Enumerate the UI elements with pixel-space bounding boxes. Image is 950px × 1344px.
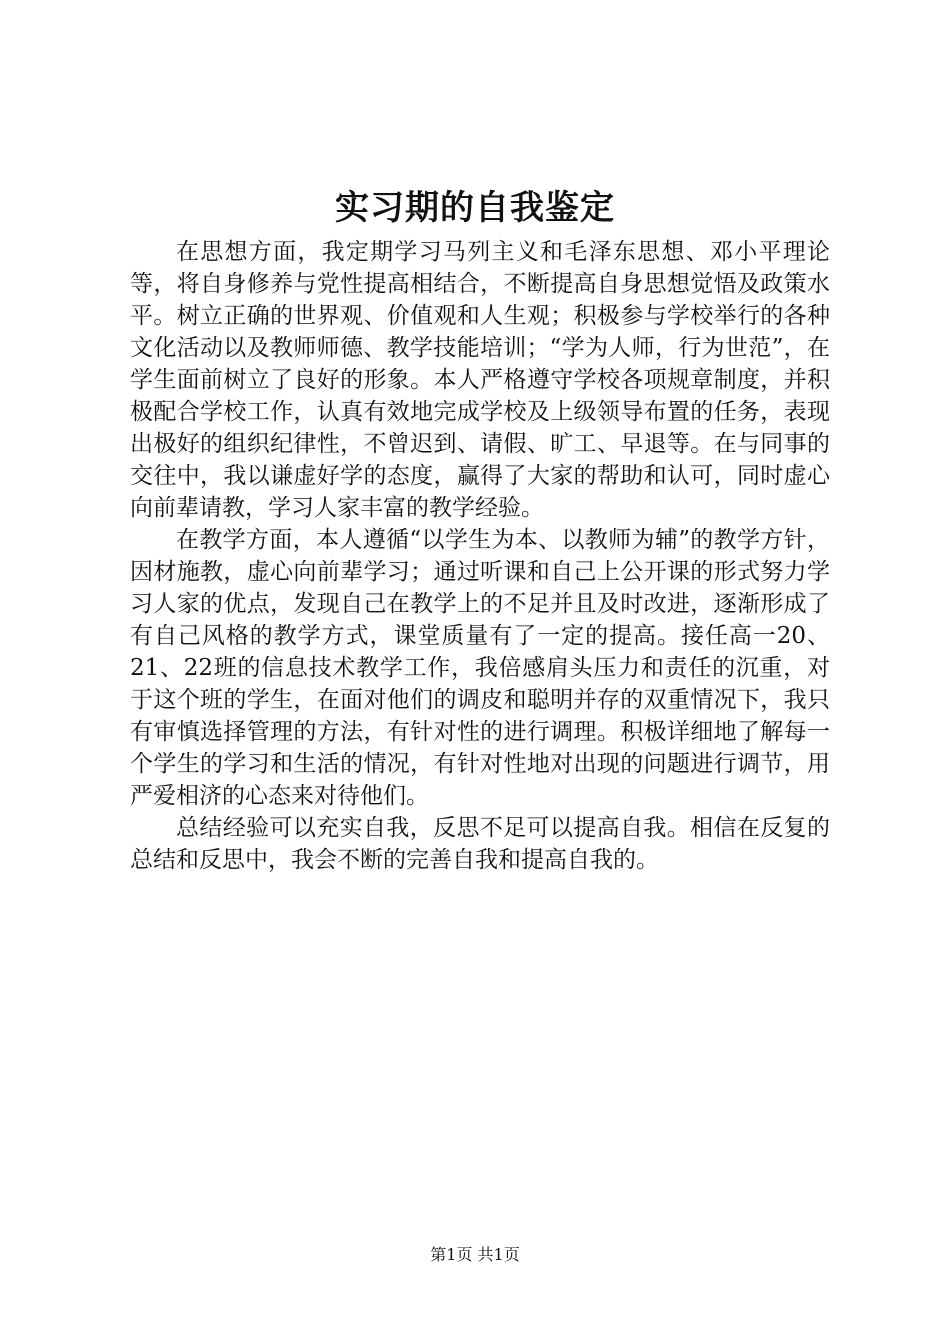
page-footer: 第1页 共1页 xyxy=(430,1245,520,1264)
paragraph-ideology: 在思想方面，我定期学习马列主义和毛泽东思想、邓小平理论等，将自身修养与党性提高相结合，不断提高自身思想觉悟及政策水平。树立正确的世界观、价值观和人生观；积极参与学校举行的各种文化活动以及教师师德、教学技能培训；“学为人师，行为世范”，在学生面前树立了良好的形象。本人严格遵守学校各项规章制度，并积极配合学校工作，认真有效地完成学校及上级领导布置的任务，表现出极好的组织纪律性，不曾迟到、请假、旷工、早退等。在与同事的交往中，我以谦虚好学的态度，赢得了大家的帮助和认可，同时虚心向前辈请教，学习人家丰富的教学经验。 xyxy=(130,239,830,521)
document-body xyxy=(130,236,830,876)
document-title: 实习期的自我鉴定 xyxy=(335,188,615,228)
paragraph-summary: 总结经验可以充实自我，反思不足可以提高自我。相信在反复的总结和反思中，我会不断的完善自我和提高自我的。 xyxy=(130,815,830,873)
paragraph-teaching: 在教学方面，本人遵循“以学生为本、以教师为辅”的教学方针，因材施教，虚心向前辈学习；通过听课和自己上公开课的形式努力学习人家的优点，发现自己在教学上的不足并且及时改进，逐渐形成了有自己风格的教学方式，课堂质量有了一定的提高。接任高一20、21、22班的信息技术教学工作，我倍感肩头压力和责任的沉重，对于这个班的学生，在面对他们的调皮和聪明并存的双重情况下，我只有审慎选择管理的方法，有针对性的进行调理。积极详细地了解每一个学生的学习和生活的情况，有针对性地对出现的问题进行调节，用严爱相济的心态来对待他们。 xyxy=(130,527,830,809)
